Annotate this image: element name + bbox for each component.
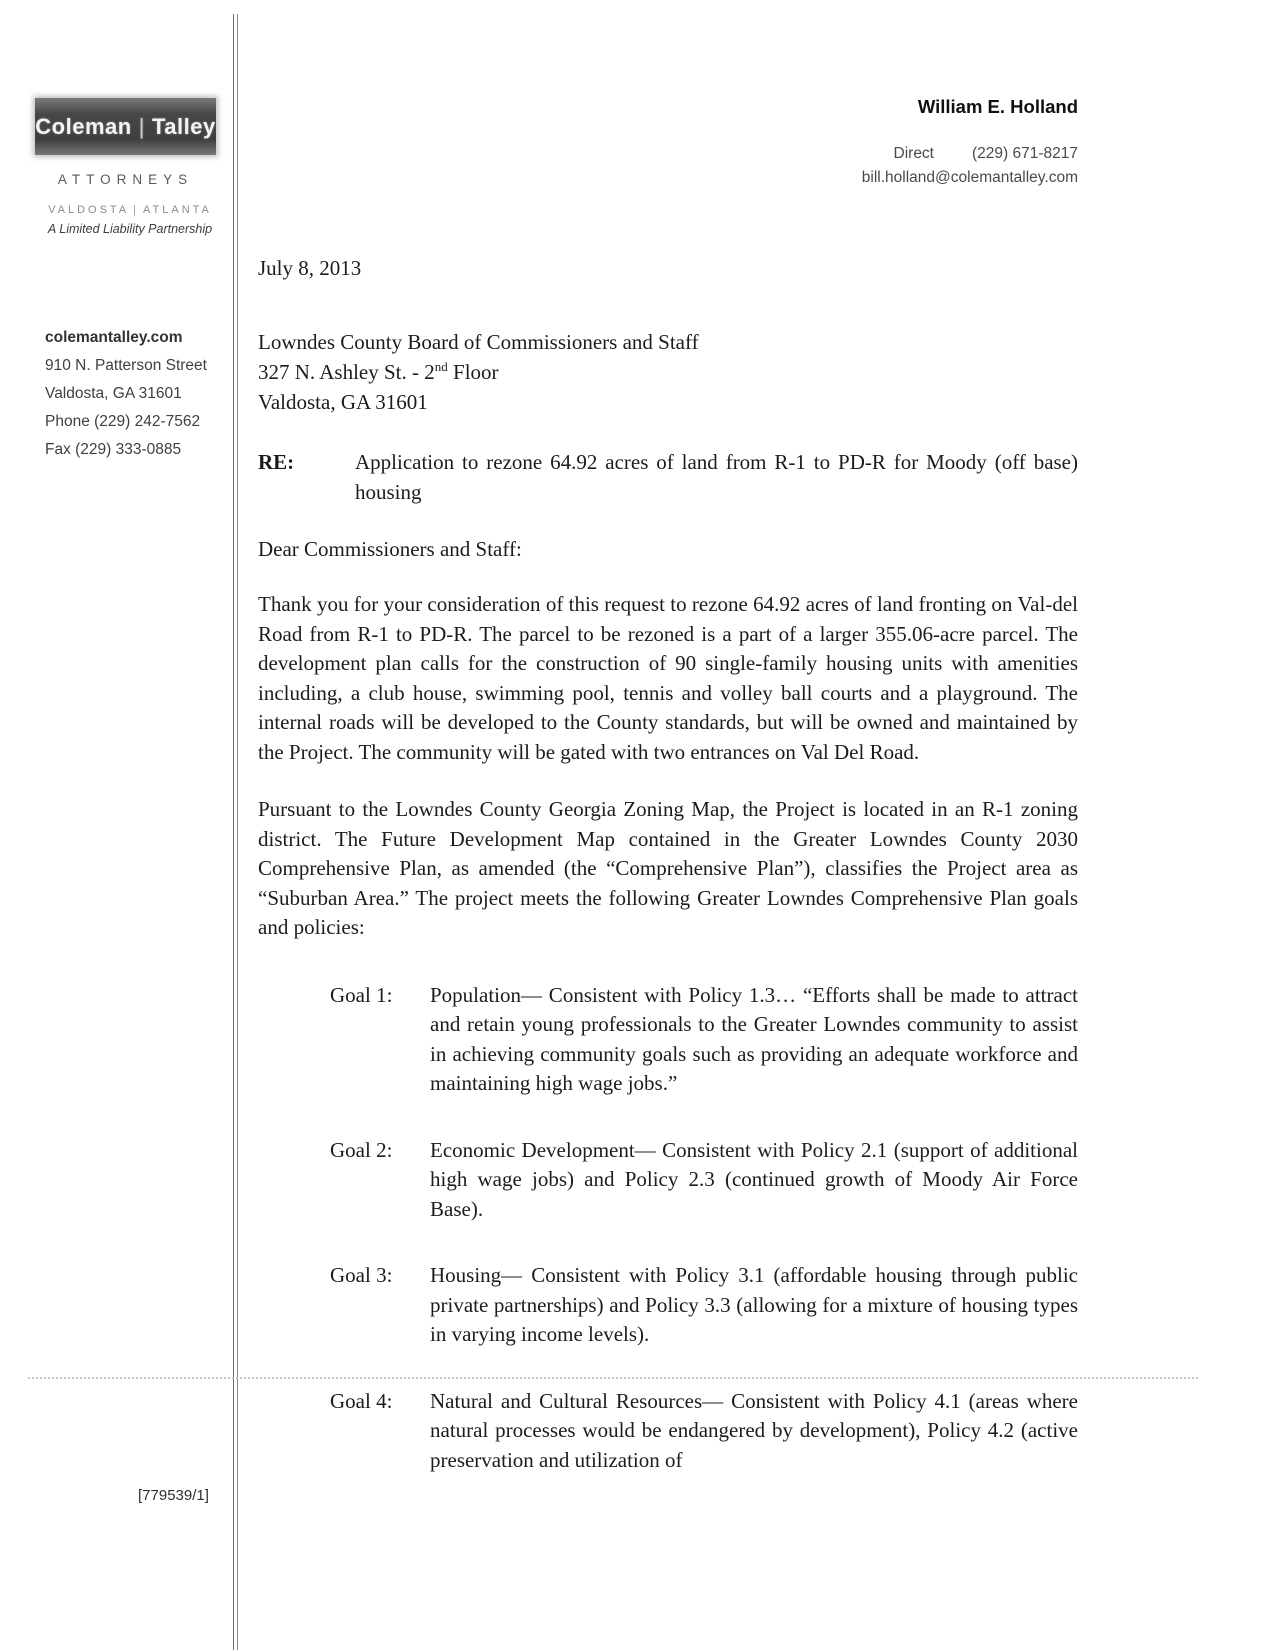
office-locations	[35, 204, 225, 216]
office-separator: |	[133, 204, 140, 216]
attorneys-label: ATTORNEYS	[57, 172, 194, 187]
goal-4-text: Natural and Cultural Resources— Consistent with Policy 4.1 (areas where natural processes would be endangered by development), Policy 4.2 (active preservation and utilization of	[430, 1388, 1078, 1472]
paragraph-project-description: Thank you for your consideration of this request to rezone 64.92 acres of land fronting on Val-del Road from R-1 to PD-R. The parcel to be rezoned is a part of a larger 355.06-acre parcel. The development plan calls for the construction of 90 single-family housing units with amenities including, a club house, swimming pool, tennis and volley ball courts and a playground. The internal roads will be developed to the County standards, but will be owned and maintained by the Project. The community will be gated with two entrances on Val Del Road.	[258, 592, 1078, 764]
partnership-note: A Limited Liability Partnership	[47, 222, 213, 236]
recipient-address-block	[258, 327, 1078, 417]
letterhead-sidebar	[0, 0, 233, 1650]
author-email: bill.holland@colemantalley.com	[861, 169, 1078, 186]
firm-street: 910 N. Patterson Street	[45, 357, 207, 374]
firm-fax: Fax (229) 333-0885	[45, 441, 182, 458]
goal-1-label: Goal 1:	[330, 982, 393, 1007]
author-name: William E. Holland	[917, 96, 1078, 117]
goal-3-text: Housing— Consistent with Policy 3.1 (affordable housing through public private partnerships) and Policy 3.3 (allowing for a mixture of housing types in varying income levels).	[430, 1263, 1078, 1346]
salutation: Dear Commissioners and Staff:	[258, 537, 522, 561]
office-valdosta: VALDOSTA	[48, 204, 130, 216]
goal-1-text: Population— Consistent with Policy 1.3… “Efforts shall be made to attract and retain young professionals to the Greater Lowndes community to assist in achieving community goals such as providing an adequate workforce and maintaining high wage jobs.”	[430, 982, 1078, 1095]
author-contact-block	[258, 0, 1078, 190]
goal-item-3	[330, 1261, 1078, 1350]
goal-item-4	[330, 1387, 1078, 1476]
direct-number: (229) 671-8217	[972, 145, 1078, 162]
recipient-street-post: Floor	[447, 360, 499, 384]
re-subject-line	[258, 447, 1078, 507]
firm-address-block	[45, 324, 207, 464]
recipient-line-2	[258, 357, 1078, 387]
firm-city: Valdosta, GA 31601	[45, 385, 182, 402]
goal-item-1	[330, 981, 1078, 1099]
letter-date: July 8, 2013	[258, 256, 362, 280]
firm-logo-text	[35, 114, 215, 140]
goal-3-label: Goal 3:	[330, 1263, 393, 1287]
recipient-line-1: Lowndes County Board of Commissioners and Staff	[258, 330, 699, 354]
logo-separator: |	[138, 113, 145, 139]
firm-logo	[35, 98, 216, 155]
firm-phone: Phone (229) 242-7562	[45, 413, 201, 430]
re-subject-text: Application to rezone 64.92 acres of land from R-1 to PD-R for Moody (off base) housing	[355, 450, 1078, 504]
goal-4-label: Goal 4:	[330, 1388, 393, 1413]
direct-label: Direct	[893, 145, 934, 162]
goal-item-2	[330, 1136, 1078, 1225]
re-label: RE:	[258, 450, 295, 474]
letter-body-column	[258, 0, 1078, 1512]
firm-website: colemantalley.com	[45, 329, 183, 346]
goal-2-text: Economic Development— Consistent with Policy 2.1 (support of additional high wage jobs) and Policy 2.3 (continued growth of Moody Air Force Base).	[430, 1137, 1078, 1221]
author-direct-line	[258, 142, 1078, 166]
logo-coleman: Coleman	[35, 113, 132, 139]
goals-list	[258, 981, 1078, 1476]
office-atlanta: ATLANTA	[143, 204, 212, 216]
recipient-street-pre: 327 N. Ashley St. - 2	[258, 360, 435, 384]
goal-2-label: Goal 2:	[330, 1137, 393, 1162]
recipient-street-ordinal: nd	[434, 359, 448, 374]
logo-talley: Talley	[151, 113, 216, 139]
recipient-line-3: Valdosta, GA 31601	[258, 390, 428, 414]
document-reference-number: [779539/1]	[138, 1487, 209, 1504]
letterhead-vertical-rule	[233, 14, 238, 1650]
paragraph-zoning-context: Pursuant to the Lowndes County Georgia Zoning Map, the Project is located in an R-1 zoning district. The Future Development Map contained in the Greater Lowndes County 2030 Comprehensive Plan, as amended (the “Comprehensive Plan”), classifies the Project area as “Suburban Area.” The project meets the following Greater Lowndes Comprehensive Plan goals and policies:	[258, 797, 1078, 939]
